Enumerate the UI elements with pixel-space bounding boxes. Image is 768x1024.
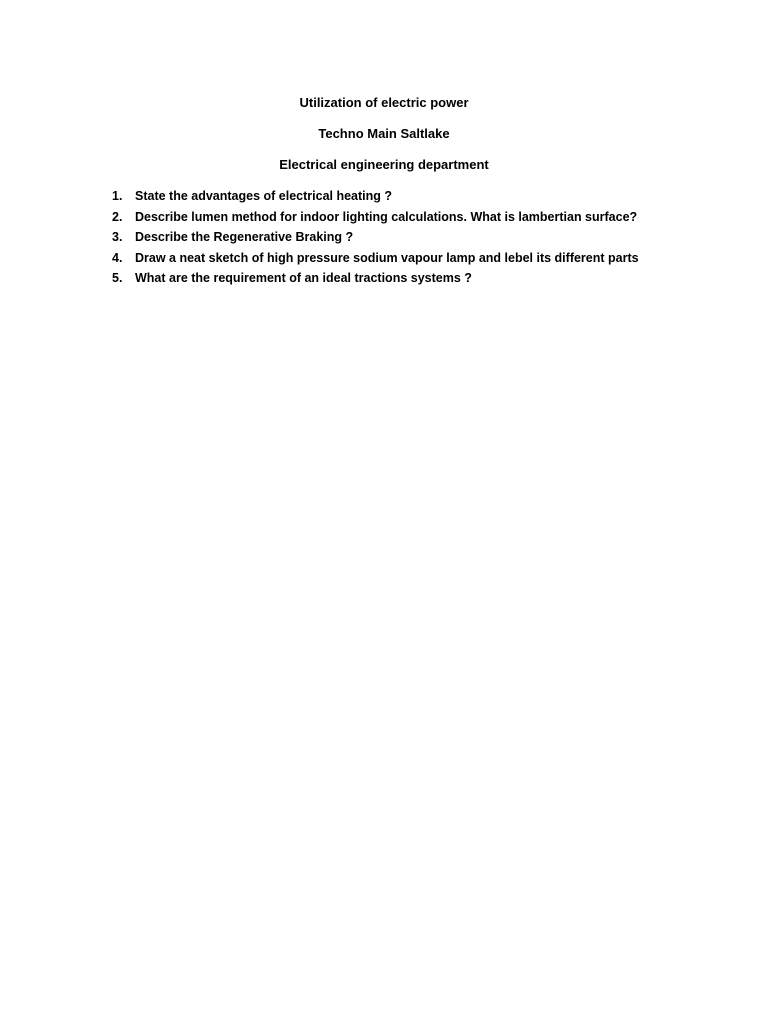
question-number: 5. — [112, 271, 123, 285]
question-item — [112, 207, 752, 228]
question-item — [112, 268, 752, 289]
question-item — [112, 227, 752, 248]
question-text: Describe the Regenerative Braking ? — [135, 230, 354, 244]
question-text: Draw a neat sketch of high pressure sodium vapour lamp and lebel its different parts — [135, 250, 639, 265]
question-text: What are the requirement of an ideal tractions systems ? — [135, 271, 472, 285]
question-number: 4. — [112, 250, 123, 265]
question-item — [112, 248, 752, 269]
question-number: 3. — [112, 230, 123, 244]
question-number: 2. — [112, 209, 123, 224]
question-text: Describe lumen method for indoor lighting calculations. What is lambertian surface? — [135, 209, 638, 224]
question-list — [112, 186, 752, 289]
question-text: State the advantages of electrical heating ? — [135, 189, 393, 203]
document-title: Utilization of electric power — [299, 95, 469, 110]
department-name: Electrical engineering department — [279, 157, 489, 172]
institution-name: Techno Main Saltlake — [318, 126, 450, 141]
question-number: 1. — [112, 189, 123, 203]
question-item — [112, 186, 752, 207]
